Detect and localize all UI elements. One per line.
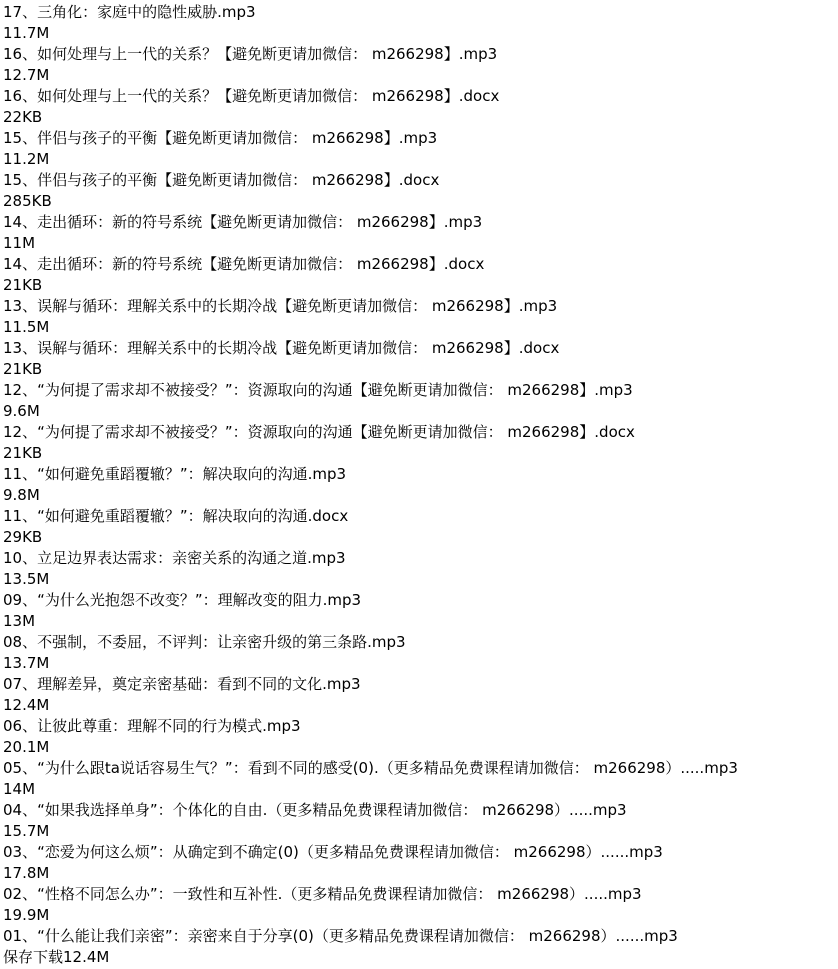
file-size: 29KB [3,528,43,546]
file-size: 11M [3,234,36,252]
file-name[interactable]: 15、伴侣与孩子的平衡【避免断更请加微信： m266298】.docx [3,171,440,189]
file-name[interactable]: 02、“性格不同怎么办”：一致性和互补性.（更多精品免费课程请加微信： m266298）.....mp3 [3,885,642,903]
file-size: 9.8M [3,486,40,504]
file-size: 13.5M [3,570,50,588]
file-size: 11.2M [3,150,50,168]
file-name[interactable]: 13、误解与循环：理解关系中的长期冷战【避免断更请加微信： m266298】.docx [3,339,560,357]
file-name[interactable]: 16、如何处理与上一代的关系？【避免断更请加微信： m266298】.mp3 [3,45,498,63]
file-name[interactable]: 05、“为什么跟ta说话容易生气？”：看到不同的感受(0).（更多精品免费课程请加微信： m266298）.....mp3 [3,759,738,777]
footer-line [3,947,838,968]
file-name[interactable]: 11、“如何避免重蹈覆辙？”：解决取向的沟通.docx [3,507,349,525]
file-name[interactable]: 01、“什么能让我们亲密”：亲密来自于分享(0)（更多精品免费课程请加微信： m266298）......mp3 [3,927,678,945]
file-name[interactable]: 07、理解差异，奠定亲密基础：看到不同的文化.mp3 [3,675,361,693]
save-download-link[interactable]: 保存下载 [3,948,64,966]
file-size: 11.7M [3,24,50,42]
file-size: 9.6M [3,402,40,420]
file-size: 22KB [3,108,43,126]
file-size: 21KB [3,444,43,462]
file-name[interactable]: 12、“为何提了需求却不被接受？”：资源取向的沟通【避免断更请加微信： m266298】.mp3 [3,381,633,399]
file-size: 14M [3,780,36,798]
file-name[interactable]: 10、立足边界表达需求：亲密关系的沟通之道.mp3 [3,549,346,567]
file-name[interactable]: 14、走出循环：新的符号系统【避免断更请加微信： m266298】.docx [3,255,485,273]
file-name[interactable]: 12、“为何提了需求却不被接受？”：资源取向的沟通【避免断更请加微信： m266298】.docx [3,423,635,441]
file-size: 13M [3,612,36,630]
file-size: 15.7M [3,822,50,840]
file-size: 21KB [3,360,43,378]
file-name[interactable]: 16、如何处理与上一代的关系？【避免断更请加微信： m266298】.docx [3,87,500,105]
file-size: 12.4M [3,696,50,714]
file-name[interactable]: 14、走出循环：新的符号系统【避免断更请加微信： m266298】.mp3 [3,213,483,231]
file-size: 20.1M [3,738,50,756]
file-name[interactable]: 03、“恋爱为何这么烦”：从确定到不确定(0)（更多精品免费课程请加微信： m266298）......mp3 [3,843,663,861]
file-name[interactable]: 11、“如何避免重蹈覆辙？”：解决取向的沟通.mp3 [3,465,347,483]
file-size: 17.8M [3,864,50,882]
file-entries [3,2,838,947]
file-name[interactable]: 13、误解与循环：理解关系中的长期冷战【避免断更请加微信： m266298】.mp3 [3,297,558,315]
file-size: 21KB [3,276,43,294]
file-name[interactable]: 17、三角化：家庭中的隐性威胁.mp3 [3,3,256,21]
file-size: 12.7M [3,66,50,84]
file-name[interactable]: 06、让彼此尊重：理解不同的行为模式.mp3 [3,717,301,735]
file-name[interactable]: 15、伴侣与孩子的平衡【避免断更请加微信： m266298】.mp3 [3,129,438,147]
file-size: 11.5M [3,318,50,336]
file-name[interactable]: 04、“如果我选择单身”：个体化的自由.（更多精品免费课程请加微信： m266298）.....mp3 [3,801,627,819]
file-name[interactable]: 09、“为什么光抱怨不改变？”：理解改变的阻力.mp3 [3,591,362,609]
file-size: 285KB [3,192,52,210]
last-file-size: 12.4M [63,948,110,966]
file-size: 19.9M [3,906,50,924]
file-name[interactable]: 08、不强制，不委屈，不评判：让亲密升级的第三条路.mp3 [3,633,406,651]
file-size: 13.7M [3,654,50,672]
